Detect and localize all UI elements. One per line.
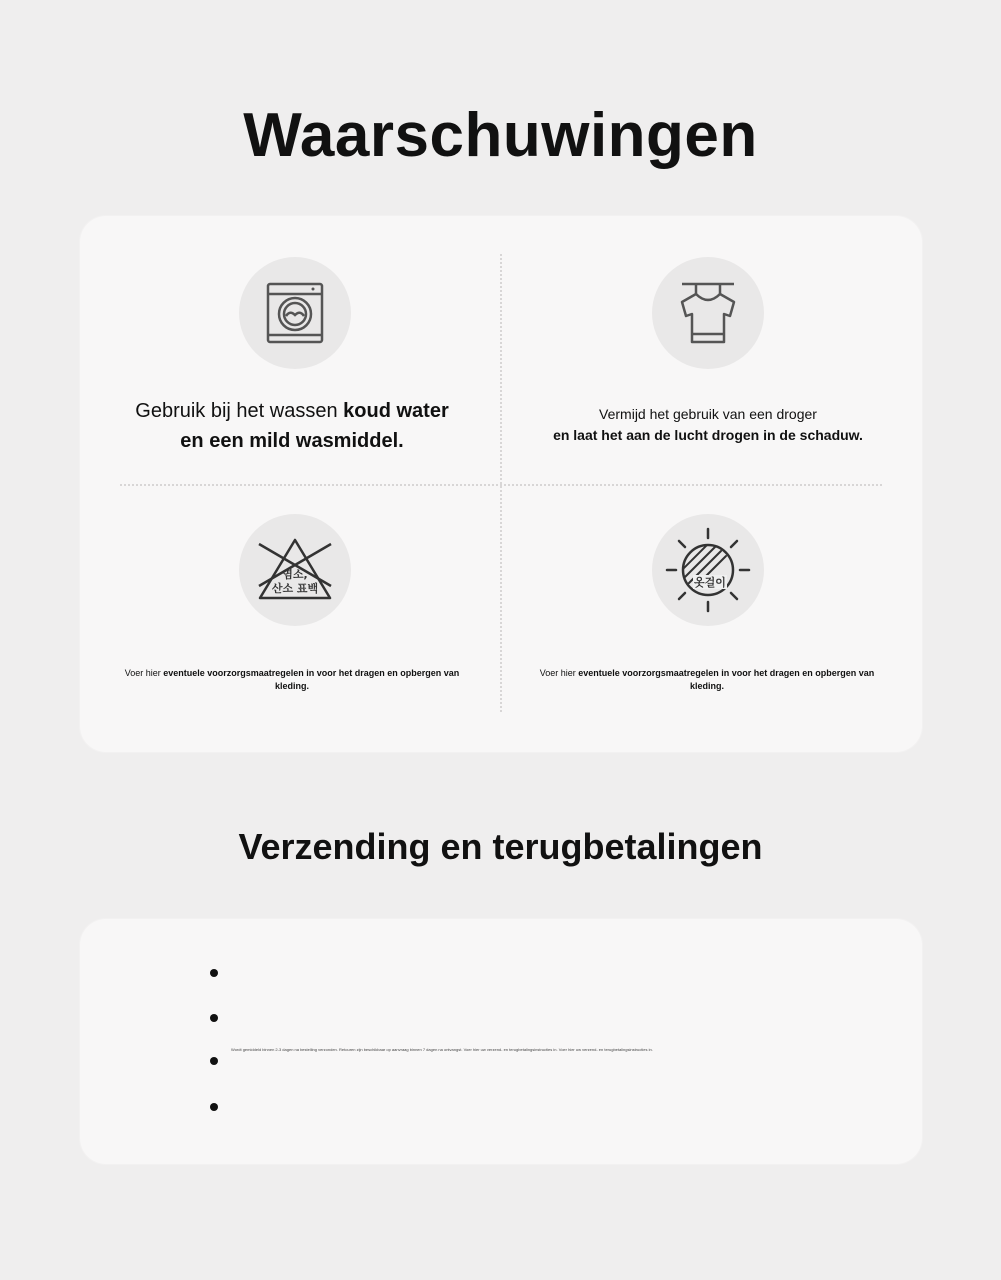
shipping-line-3: Voer hier uw verzend- en terugbetalingsinstructies in. xyxy=(463,1047,558,1052)
vertical-divider xyxy=(500,254,502,712)
horizontal-divider xyxy=(120,484,882,486)
warning-text-1: Gebruik bij het wassen koud water en een mild wasmiddel. xyxy=(135,400,449,452)
warning-text-2: Vermijd het gebruik van een droger en laat het aan de lucht drogen in de schaduw. xyxy=(553,406,863,443)
shipping-title: Verzending en terugbetalingen xyxy=(238,826,763,867)
warning-text-4: Voer hier eventuele voorzorgsmaatregelen in voor het dragen en opbergen van kleding. xyxy=(539,668,875,691)
bleach-icon-label-1: 염소, xyxy=(282,568,308,581)
hanging-shirt-icon xyxy=(652,257,764,369)
no-bleach-icon xyxy=(239,514,351,626)
shipping-text xyxy=(231,1047,653,1053)
shipping-line-1: Wordt gemiddeld binnen 2-3 dagen na bestelling verzonden. xyxy=(231,1047,338,1052)
bullet-icon xyxy=(210,969,218,977)
bleach-icon-label-2: 산소 표백 xyxy=(271,582,319,595)
washing-machine-icon xyxy=(239,257,351,369)
bullet-icon xyxy=(210,1057,218,1065)
hanger-icon-label: 옷걸이 xyxy=(694,576,726,589)
warnings-card xyxy=(80,216,922,752)
warning-text-3: Voer hier eventuele voorzorgsmaatregelen in voor het dragen en opbergen van kleding. xyxy=(124,668,460,691)
bullet-icon xyxy=(210,1103,218,1111)
shipping-line-4: Voer hier uw verzend- en terugbetalingsinstructies in. xyxy=(558,1047,653,1052)
shipping-card xyxy=(80,919,922,1164)
bullet-icon xyxy=(210,1014,218,1022)
shipping-line-2: Retouren zijn beschikbaar op aanvraag binnen 7 dagen na ontvangst. xyxy=(339,1047,463,1052)
page-title: Waarschuwingen xyxy=(243,101,758,170)
shade-dry-icon xyxy=(652,514,764,626)
